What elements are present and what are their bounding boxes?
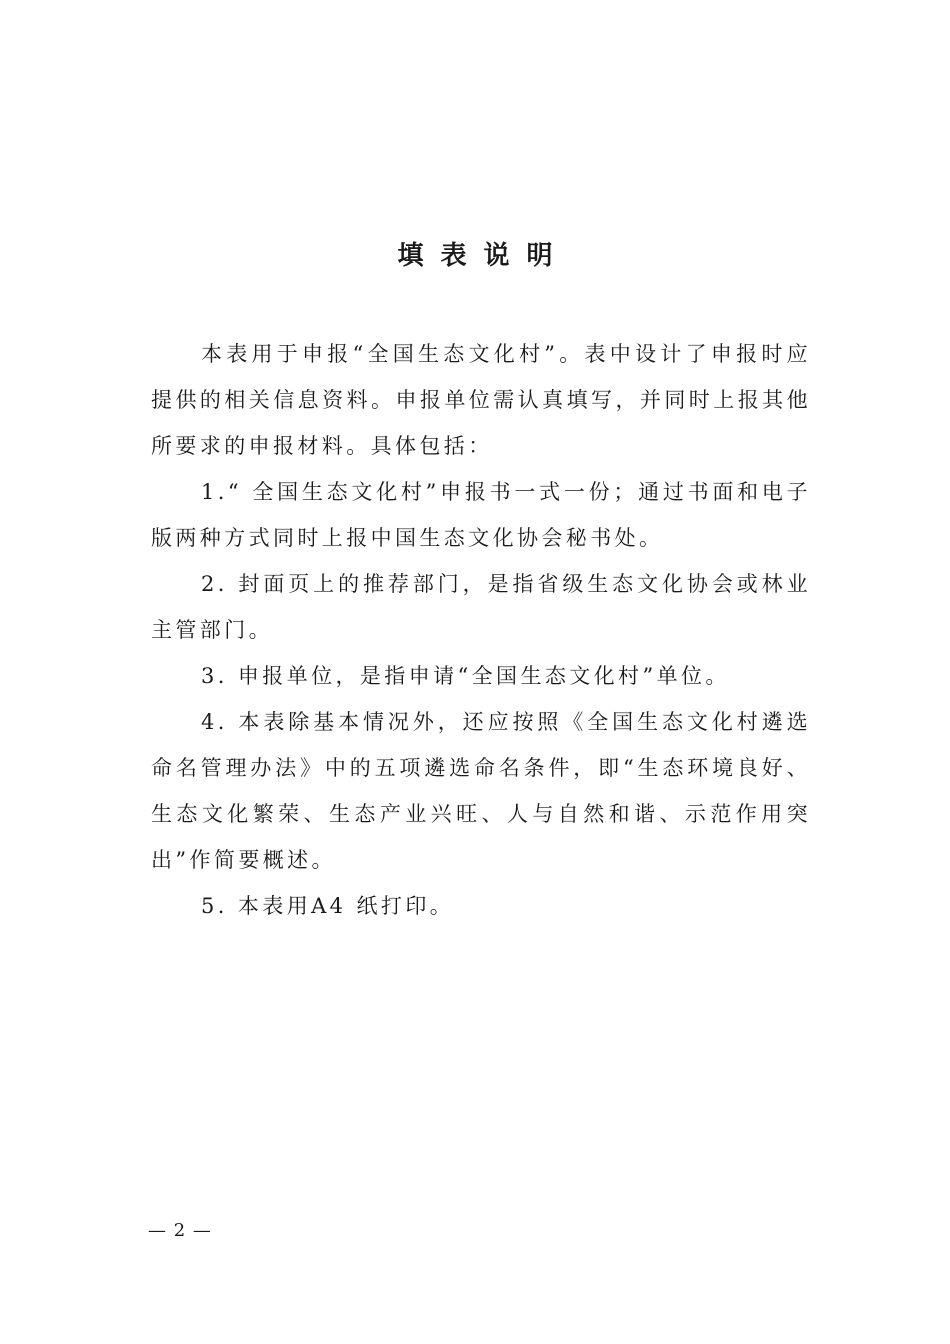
- instruction-item-5: 5. 本表用A4 纸打印。: [201, 894, 455, 918]
- instruction-item-3: 3. 申报单位，是指申请“全国生态文化村”单位。: [201, 664, 730, 688]
- instruction-item-1: 1.“ 全国生态文化村”申报书一式一份；通过书面和电子版两种方式同时上报中国生态文化协会秘书处。: [151, 480, 811, 550]
- instructions-body: [151, 331, 811, 929]
- instruction-item-4: 4. 本表除基本情况外，还应按照《全国生态文化村遴选命名管理办法》中的五项遴选命名条件，即“生态环境良好、生态文化繁荣、生态产业兴旺、人与自然和谐、示范作用突出”作简要概述。: [151, 710, 811, 872]
- intro-paragraph: 本表用于申报“全国生态文化村”。表中设计了申报时应提供的相关信息资料。申报单位需认真填写，并同时上报其他所要求的申报材料。具体包括：: [151, 342, 811, 458]
- instruction-item-2: 2. 封面页上的推荐部门，是指省级生态文化协会或林业主管部门。: [151, 572, 811, 642]
- page-number: — 2 —: [148, 1220, 212, 1241]
- page-title: 填表说明: [397, 241, 570, 271]
